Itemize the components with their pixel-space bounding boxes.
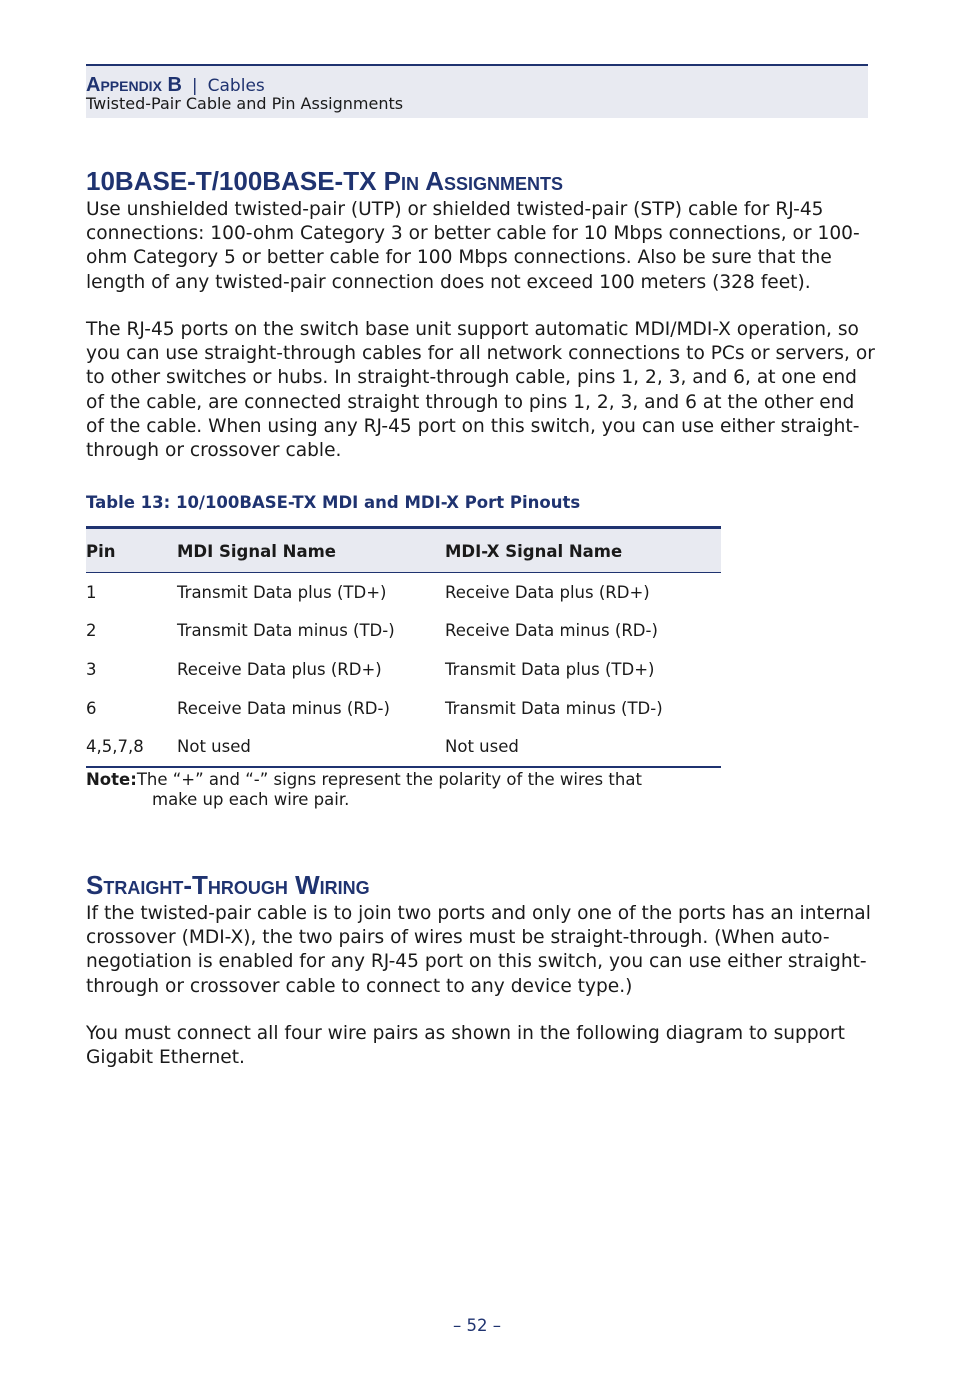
header-section: Twisted-Pair Cable and Pin Assignments [86, 94, 404, 113]
cell-mdi: Not used [177, 727, 445, 767]
cell-mdi: Transmit Data minus (TD-) [177, 621, 395, 641]
header-mdi: MDI Signal Name [177, 528, 445, 573]
table-row [86, 612, 721, 651]
running-header [86, 64, 868, 118]
paragraph-cable-types: Use unshielded twisted-pair (UTP) or shielded twisted-pair (STP) cable for RJ-45 connections: 100-ohm Category 3 or better cable for 10 Mbps connections, or 100-ohm Category 5 or better cable for 100 Mbps connections. Also be sure that the length of any twisted-pair connection does not exceed 100 meters (328 feet). [86, 199, 860, 293]
header-chapter: Cables [207, 76, 265, 96]
cell-mdix: Receive Data minus (RD-) [445, 621, 658, 641]
paragraph-mdi-operation: The RJ-45 ports on the switch base unit support automatic MDI/MDI-X operation, so you can use straight-through cables for all network connections to PCs or servers, or to other switches or hubs. In straight-through cable, pins 1, 2, 3, and 6, at one end of the cable, are connected straight through to pins 1, 2, 3, and 6 at the other end of the cable. When using any RJ-45 port on this switch, you can use either straight-through or crossover cable. [86, 319, 875, 462]
table-caption: Table 13: 10/100BASE-TX MDI and MDI-X Port Pinouts [86, 493, 581, 512]
table-header-row [86, 528, 721, 573]
paragraph-crossover: If the twisted-pair cable is to join two ports and only one of the ports has an internal crossover (MDI-X), the two pairs of wires must be straight-through. (When auto-negotiation is enabled for any RJ-45 port on this switch, you can use either straight-through or crossover cable to connect to any device type.) [86, 903, 871, 997]
cell-mdi: Transmit Data plus (TD+) [177, 582, 387, 602]
section-title-straight-through: Straight-Through Wiring [86, 870, 370, 900]
page-number: – 52 – [453, 1316, 501, 1335]
table-row [86, 689, 721, 728]
note-line1: The “+” and “-” signs represent the polarity of the wires that [136, 770, 642, 789]
note-label: Note: [86, 770, 137, 789]
cell-pin: 1 [86, 582, 97, 602]
table-note [86, 770, 726, 810]
table-row [86, 650, 721, 689]
paragraph-gigabit: You must connect all four wire pairs as shown in the following diagram to support Gigabit Ethernet. [86, 1023, 845, 1069]
header-mdix: MDI-X Signal Name [445, 528, 721, 573]
header-separator: | [191, 76, 198, 96]
cell-mdi: Receive Data plus (RD+) [177, 659, 382, 679]
cell-mdix: Transmit Data minus (TD-) [445, 698, 663, 718]
cell-pin: 4,5,7,8 [86, 727, 177, 767]
cell-mdix: Not used [445, 727, 721, 767]
section-title-pin-assignments: 10BASE-T/100BASE-TX Pin Assignments [86, 166, 564, 196]
cell-mdix: Transmit Data plus (TD+) [445, 659, 655, 679]
cell-pin: 2 [86, 621, 97, 641]
cell-pin: 3 [86, 659, 97, 679]
cell-mdix: Receive Data plus (RD+) [445, 582, 650, 602]
header-pin: Pin [86, 528, 177, 573]
cell-pin: 6 [86, 698, 97, 718]
note-line2: make up each wire pair. [152, 790, 350, 809]
table-row [86, 727, 721, 767]
header-appendix: Appendix B [86, 74, 182, 96]
table-row [86, 573, 721, 612]
cell-mdi: Receive Data minus (RD-) [177, 698, 390, 718]
pinout-table [86, 526, 721, 768]
